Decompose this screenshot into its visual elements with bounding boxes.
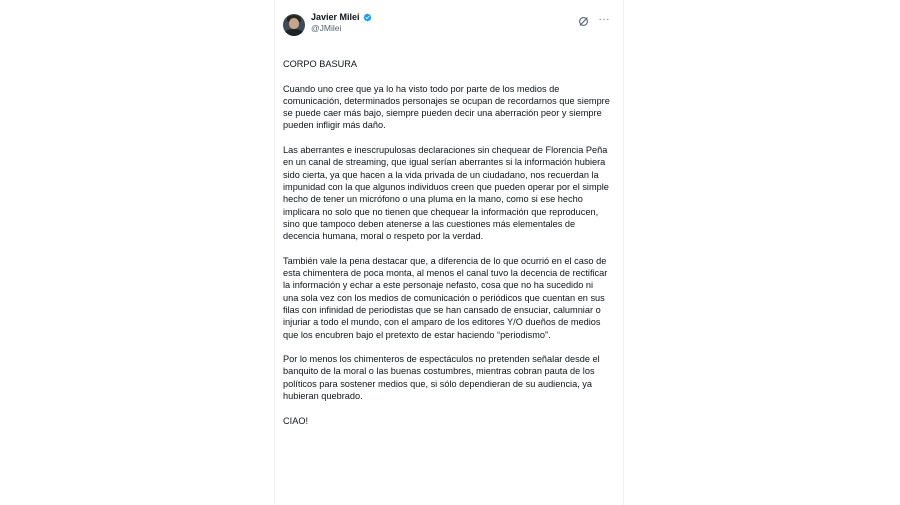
header-actions — [578, 16, 611, 27]
display-name-row — [311, 12, 372, 23]
post-paragraph: CIAO! — [283, 415, 309, 426]
verified-badge-icon — [363, 13, 372, 22]
post-paragraph: CORPO BASURA — [283, 59, 358, 69]
avatar-suit — [284, 29, 304, 36]
grok-icon[interactable] — [578, 16, 589, 27]
post-paragraph: Cuando uno cree que ya lo ha visto todo por parte de los medios de comunicación, determinados personajes se ocupan de recordarnos que siempre se puede caer más bajo, siempre pueden decir una aberración peor y siempre pueden infligir más daño. — [283, 83, 610, 131]
author-names — [311, 12, 372, 34]
post-card — [274, 0, 624, 505]
author-avatar[interactable] — [283, 14, 305, 36]
avatar-face — [289, 18, 299, 29]
post-paragraph: También vale la pena destacar que, a diferencia de lo que ocurrió en el caso de esta chimentera de poca monta, al menos el canal tuvo la decencia de rectificar la información y echar a este personaje nefasto, cosa que no ha sucedido ni una sola vez con los medios de comunicación o periódicos que cuentan en sus filas con infinidad de periodistas que se han cansado de ensuciar, calumniar o injuriar a todo el mundo, con el amparo de los editores Y/O dueños de medios que los encubren bajo el pretexto de estar haciendo “periodismo”. — [283, 255, 608, 340]
post-text — [283, 58, 610, 427]
post-header — [283, 12, 610, 42]
author-display-name[interactable]: Javier Milei — [311, 12, 360, 22]
post-paragraph: Las aberrantes e inescrupulosas declaraciones sin chequear de Florencia Peña en un canal de streaming, que igual serían aberrantes si la información hubiera sido cierta, ya que hacen a la vida privada de un ciudadano, nos recuerdan la impunidad con la que algunos individuos creen que pueden operar por el simple hecho de tener un micrófono o una pluma en la mano, como si ese hecho implicara no solo que no tienen que chequear la información que reproducen, sino que tampoco deben atenerse a las cuestiones más elementales de decencia humana, moral o respeto por la verdad. — [283, 145, 609, 242]
author-handle[interactable]: @JMilei — [311, 23, 342, 33]
more-options-icon[interactable]: ··· — [598, 14, 610, 25]
post-paragraph: Por lo menos los chimenteros de espectáculos no pretenden señalar desde el banquito de la moral o las buenas costumbres, mientras cobran pauta de los políticos para sostener medios que, si sólo dependieran de su audiencia, ya hubieran quebrado. — [283, 354, 600, 402]
